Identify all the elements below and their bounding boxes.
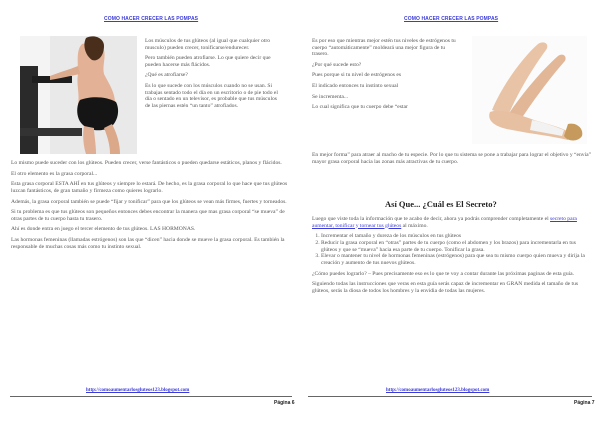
paragraph: Lo mismo puede suceder con los glúteos. Pueden crecer, verse fantásticos o pueden quedarse estáticos, planos y flácidos. <box>11 160 282 166</box>
body-text-block <box>11 160 291 254</box>
footer-divider <box>10 396 292 397</box>
secret-list <box>312 233 592 266</box>
paragraph: Si tu problema es que tus glúteos son pequeños entonces debes encontrar la manera que mas grasa corporal “se mueva” de otras partes de tu cuerpo hasta tu trasero. <box>11 209 285 222</box>
list-item: 2. Reducir la grasa corporal en “otras” partes de tu cuerpo (como el abdomen y los brazos) para incrementarla en tus glúteos y que se “mueva” hacia esa parte de tu cuerpo. Tonificar la grasa. <box>321 240 592 253</box>
secret-link[interactable]: secreto para aumentar, tonificar y tornear tus glúteos <box>312 216 577 229</box>
body-text-block <box>312 152 592 169</box>
paragraph: Ahí es donde entra en juego el tercer elemento de tus glúteos. LAS HORMONAS. <box>11 226 196 233</box>
paragraph: El otro elemento es la grasa corporal... <box>11 170 98 177</box>
intro-text-after: al máximo. <box>401 222 428 229</box>
footer-link[interactable]: http://comoaumentarlosgluteos123.blogspot.com <box>86 388 190 393</box>
paragraph: Además, la grasa corporal también se puede “fijar y tonificar” para que los glúteos se vean más firmes, fuertes y torneados. <box>11 198 287 205</box>
paragraph: Los músculos de tus glúteos (al igual que cualquier otro musculo) pueden crecer, tonificarse/endurecer. <box>145 38 271 51</box>
wrap-text-block <box>312 38 462 115</box>
list-item: 1. Incrementar el tamaño y dureza de los músculos en tus glúteos <box>321 233 592 240</box>
paragraph: Lo cual significa que tu cuerpo debe “estar <box>312 104 408 111</box>
woman-gym-photo <box>20 36 137 154</box>
wrap-text-block <box>145 38 280 113</box>
page-header: COMO HACER CRECER LAS POMPAS <box>404 16 499 22</box>
paragraph: El indicado entonces tu instinto sexual <box>312 83 399 90</box>
woman-gym-illustration <box>20 36 137 154</box>
footer-divider <box>308 396 592 397</box>
page-number: Página 6 <box>274 400 295 406</box>
paragraph: Siguiendo todas las instrucciones que veras en esta guía serás capaz de incrementar en GRAN medida el tamaño de tus glúteos, serás la diosa de todos los hombres y la envidia de todas las mujeres. <box>312 281 579 294</box>
secret-section <box>312 216 592 299</box>
page-number: Página 7 <box>574 400 595 406</box>
paragraph: Es por eso que mientras mejor estén tus niveles de estrógenos tu cuerpo “automáticamente” moldeará una mejor figura de tu trasero. <box>312 38 456 57</box>
footer-link[interactable]: http://comoaumentarlosgluteos123.blogspot.com <box>386 388 490 393</box>
paragraph: Se incrementa... <box>312 93 349 100</box>
page-7 <box>300 0 600 424</box>
paragraph: En mejor forma” para atraer al macho de tu especie. Por lo que tu sistema se pone a trabajar para lograr el objetivo y “envía” mayor grasa corporal hacia las zonas más atractivas de tu cuerpo. <box>312 152 592 165</box>
paragraph: ¿Qué es atrofiarse? <box>145 72 188 79</box>
list-item: 3. Elevar o mantener tu nivel de hormonas femeninas (estrógenos) para que sea tu mismo cuerpo quien mueva y dirija la creación y aumento de tus nuevos glúteos. <box>321 253 592 266</box>
paragraph: Pero también pueden atrofiarse. Lo que quiere decir que pueden hacerse más flácidos. <box>145 55 271 68</box>
woman-stretching-illustration <box>472 36 587 144</box>
paragraph: Pues porque si tu nivel de estrógenos es <box>312 72 402 79</box>
paragraph: Esta grasa corporal ESTA AHÍ en tus glúteos y siempre lo estará. De hecho, es la grasa corporal lo que hace que tus glúteos luzcan fantásticos, de gran tamaño y firmeza como quieres lograrlo. <box>11 181 288 194</box>
paragraph: Las hormonas femeninas (llamadas estrógenos) son las que “dicen” hacia donde se mueve la grasa corporal. Es también la responsable de muchas cosas más como tu instinto sexual. <box>11 237 285 250</box>
intro-paragraph <box>312 216 592 229</box>
paragraph: ¿Por qué sucede esto? <box>312 61 362 68</box>
intro-text-before: Luego que viste toda la información que te acabo de decir, ahora ya podrás comprender completamente el <box>312 216 551 222</box>
section-heading: Así Que... ¿Cuál es El Secreto? <box>385 199 497 209</box>
paragraph: ¿Cómo puedes lograrlo? – Pues precisamente eso es lo que te voy a contar durante las próximas paginas de esta guía. <box>312 270 575 277</box>
page-header: COMO HACER CRECER LAS POMPAS <box>104 16 199 22</box>
woman-stretching-photo <box>472 36 587 144</box>
paragraph: Es lo que sucede con los músculos cuando no se usan. Si trabajas sentado todo el día en un escritorio o de pie todo el día o sentado en un televisor, es probable que tus músculos de las piernas estén “un tanto” atrofiados. <box>145 83 278 109</box>
